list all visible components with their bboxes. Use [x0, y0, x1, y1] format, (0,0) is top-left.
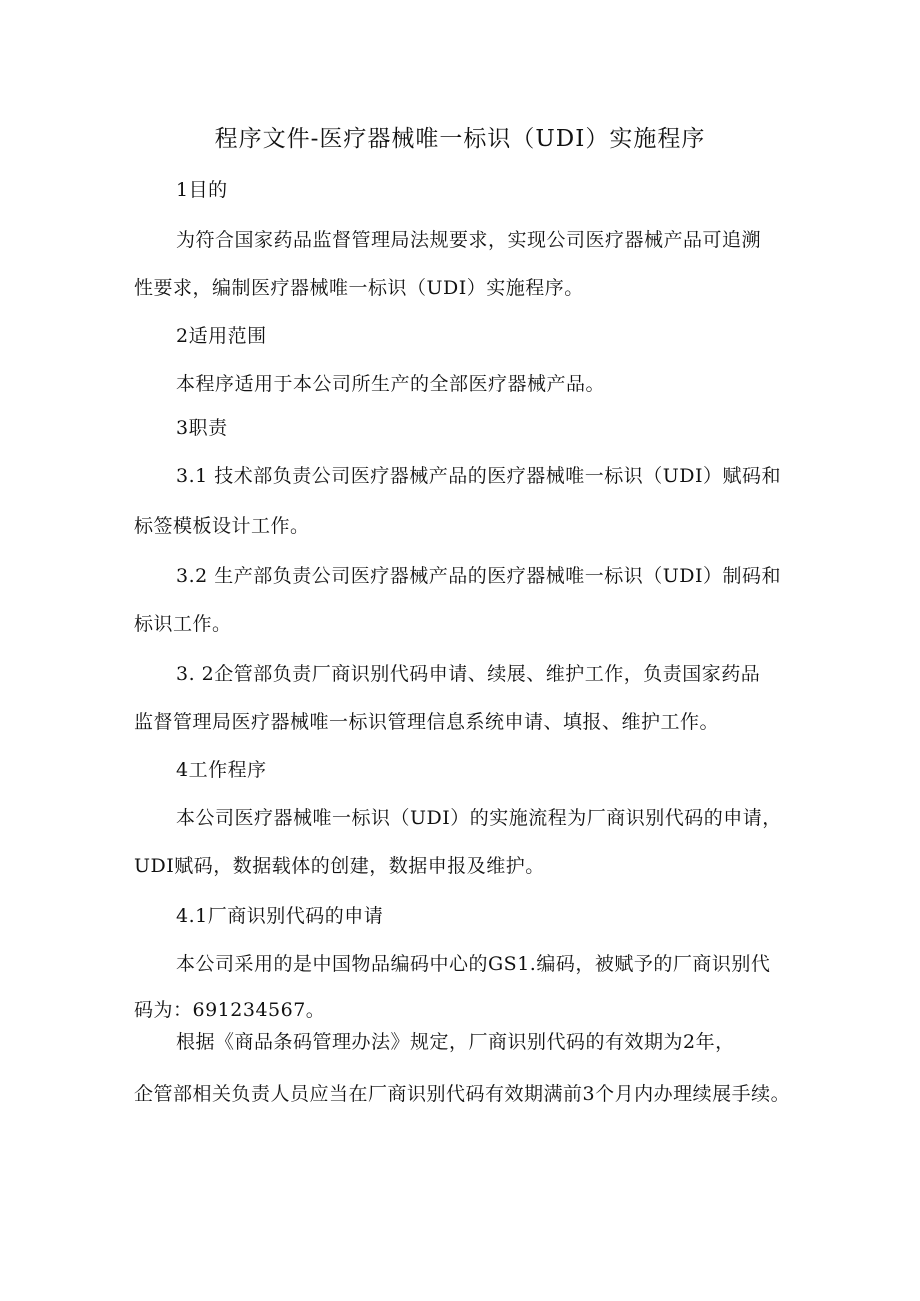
section-3-1-line-2: 标签模板设计工作。: [134, 515, 310, 537]
section-2-heading: 2适用范围: [176, 325, 267, 347]
section-4-1-paragraph-line-1: 本公司采用的是中国物品编码中心的GS1.编码，被赋予的厂商识别代: [176, 953, 771, 975]
page-title: 程序文件-医疗器械唯一标识（UDI）实施程序: [214, 126, 706, 152]
section-4-1-paragraph-2-line-2: 企管部相关负责人员应当在厂商识别代码有效期满前3个月内办理续展手续。: [134, 1083, 791, 1105]
section-3-2-line-1: 3.2 生产部负责公司医疗器械产品的医疗器械唯一标识（UDI）制码和: [176, 565, 782, 587]
section-1-paragraph-line-1: 为符合国家药品监督管理局法规要求，实现公司医疗器械产品可追溯: [176, 229, 762, 251]
section-3-heading: 3职责: [176, 417, 228, 439]
section-3-3-line-2: 监督管理局医疗器械唯一标识管理信息系统申请、填报、维护工作。: [134, 711, 720, 733]
section-3-2-line-2: 标识工作。: [134, 613, 232, 635]
section-1-heading: 1目的: [176, 179, 228, 201]
section-4-1-paragraph-line-2: 码为：691234567。: [134, 999, 326, 1021]
section-3-1-line-1: 3.1 技术部负责公司医疗器械产品的医疗器械唯一标识（UDI）赋码和: [176, 465, 782, 487]
section-4-paragraph-line-2: UDI赋码，数据载体的创建，数据申报及维护。: [134, 855, 545, 877]
section-4-paragraph-line-1: 本公司医疗器械唯一标识（UDI）的实施流程为厂商识别代码的申请，: [176, 807, 782, 829]
section-1-paragraph-line-2: 性要求，编制医疗器械唯一标识（UDI）实施程序。: [134, 277, 584, 299]
section-3-3-line-1: 3. 2企管部负责厂商识别代码申请、续展、维护工作，负责国家药品: [176, 663, 761, 685]
section-4-1-paragraph-2-line-1: 根据《商品条码管理办法》规定，厂商识别代码的有效期为2年，: [176, 1031, 735, 1053]
section-4-1-heading: 4.1厂商识别代码的申请: [176, 905, 384, 927]
section-2-paragraph: 本程序适用于本公司所生产的全部医疗器械产品。: [176, 373, 606, 395]
section-4-heading: 4工作程序: [176, 759, 267, 781]
